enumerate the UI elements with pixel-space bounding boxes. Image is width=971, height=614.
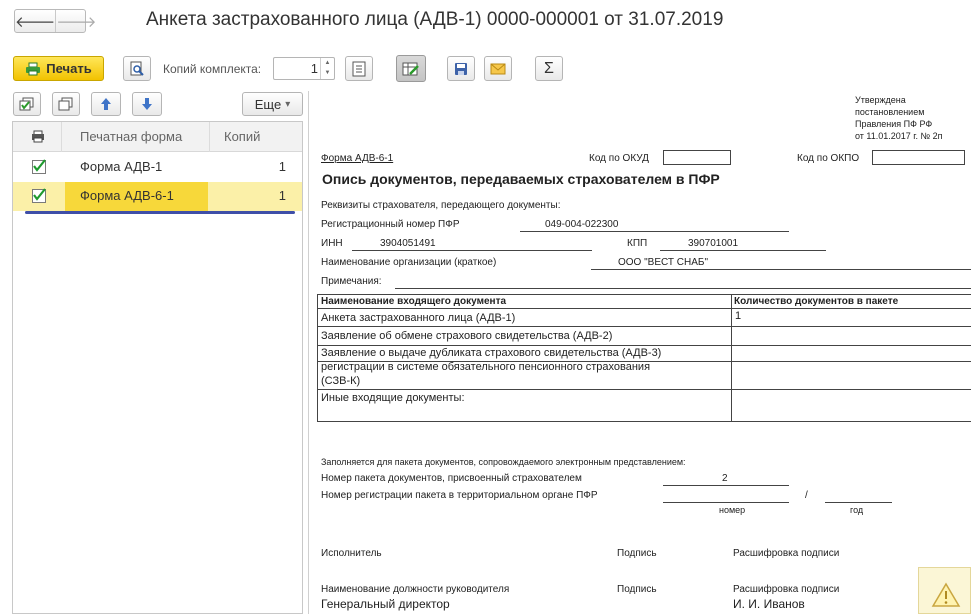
chevron-down-icon: ▾ [285,98,291,110]
forward-button[interactable] [55,10,96,32]
document-icon [352,61,366,77]
package-number-label: Номер пакета документов, присвоенный страхователем [321,473,582,484]
notes-label: Примечания: [321,276,382,287]
table-header-quantity: Количество документов в пакете [734,296,899,307]
table-row-name: Заявление о выдаче дубликата страхового свидетельства (АДВ-3) [321,347,662,359]
warning-panel[interactable] [918,567,971,614]
inn-value: 3904051491 [380,238,436,249]
table-row-name-cont: (СЗВ-К) [321,375,361,387]
printer-column-icon [31,130,45,143]
move-up-button[interactable] [91,92,121,116]
form-link[interactable]: Форма АДВ-6-1 [321,153,394,164]
executor-label: Исполнитель [321,548,382,559]
row-checkbox[interactable] [32,189,46,203]
check-all-button[interactable] [13,92,41,116]
reg-package-label: Номер регистрации пакета в территориальном органе ПФР [321,490,598,501]
copies-label: Копий комплекта: [163,62,262,76]
year-caption: год [850,505,864,515]
org-value: ООО "ВЕСТ СНАБ" [618,257,709,268]
arrow-up-icon [100,97,112,111]
print-button-label: Печать [46,61,92,76]
inn-label: ИНН [321,238,343,249]
navigation-buttons [14,9,97,33]
uncheck-all-button[interactable] [52,92,80,116]
row-copies[interactable]: 1 [278,188,286,203]
table-header [13,122,302,152]
kpp-label: КПП [627,238,648,249]
send-email-button[interactable] [484,56,512,81]
number-caption: номер [719,505,746,515]
envelope-icon [490,63,506,75]
okud-label: Код по ОКУД [589,153,649,164]
row-checkbox[interactable] [32,160,46,174]
table-row-selected[interactable] [13,182,302,211]
back-button[interactable] [15,10,55,32]
preview-button[interactable] [123,56,151,81]
signature-label: Подпись [617,548,657,559]
electronic-note: Заполняется для пакета документов, сопровождаемого электронным представлением: [321,457,686,467]
document-heading: Опись документов, передаваемых страхователем в ПФР [322,171,720,187]
more-button[interactable] [242,92,303,116]
compact-view-button[interactable] [345,56,373,81]
table-header-document: Наименование входящего документа [321,296,507,307]
selection-underline [25,211,295,214]
requisites-label: Реквизиты страхователя, передающего документы: [321,200,561,211]
print-forms-table [12,121,303,614]
edit-mode-button[interactable] [396,55,426,82]
slash-separator: / [805,490,808,501]
row-form-name: Форма АДВ-6-1 [80,188,174,203]
okud-box [663,150,731,165]
edit-table-icon [402,61,420,77]
arrow-left-icon: 🡐 [15,13,56,31]
warning-icon [931,582,961,608]
sigma-icon: Σ [544,59,554,77]
floppy-disk-icon [454,62,468,76]
column-header-form[interactable]: Печатная форма [80,129,183,144]
package-number-value: 2 [722,473,728,484]
reg-number-value: 049-004-022300 [545,219,619,230]
copies-spinner[interactable] [273,57,335,80]
table-row-name: Иные входящие документы: [321,392,465,404]
print-button[interactable] [13,56,104,81]
table-row-qty: 1 [735,310,742,322]
table-row-name: Заявление об обмене страхового свидетельства (АДВ-2) [321,330,613,342]
check-all-icon [19,97,35,111]
move-down-button[interactable] [132,92,162,116]
signature-label-2: Подпись [617,584,657,595]
save-button[interactable] [447,56,475,81]
arrow-right-icon: 🡒 [56,13,97,31]
checkmark-icon [32,188,46,202]
decoding-label-2: Расшифровка подписи [733,584,840,595]
table-row-name: Анкета застрахованного лица (АДВ-1) [321,312,516,324]
row-form-name: Форма АДВ-1 [80,159,163,174]
kpp-value: 390701001 [688,238,739,249]
row-copies[interactable]: 1 [278,159,286,174]
spinner-arrows-icon[interactable]: ▲ ▼ [320,58,334,79]
documents-table [317,294,971,422]
head-position-label: Наименование должности руководителя [321,584,510,595]
checkmark-icon [32,159,46,173]
window-title: Анкета застрахованного лица (АДВ-1) 0000-000001 от 31.07.2019 [146,9,724,30]
head-position-value: Генеральный директор [321,597,450,611]
approval-note: Утверждена постановлением Правления ПФ РФ от 11.01.2017 г. № 2п [855,95,943,141]
more-button-label: Еще [254,96,282,112]
arrow-down-icon [141,97,153,111]
head-name: И. И. Иванов [733,597,805,611]
copies-value: 1 [310,61,318,76]
table-row[interactable] [13,153,302,182]
printer-icon [25,62,41,76]
page-search-icon [129,61,145,77]
okpo-box [872,150,965,165]
okpo-label: Код по ОКПО [797,153,860,164]
uncheck-all-icon [58,97,74,111]
decoding-label: Расшифровка подписи [733,548,840,559]
reg-number-label: Регистрационный номер ПФР [321,219,460,230]
table-row-name: регистрации в системе обязательного пенсионного страхования [321,361,651,373]
org-label: Наименование организации (краткое) [321,257,497,268]
sum-button[interactable] [535,56,563,81]
column-header-copies[interactable]: Копий [224,129,261,144]
